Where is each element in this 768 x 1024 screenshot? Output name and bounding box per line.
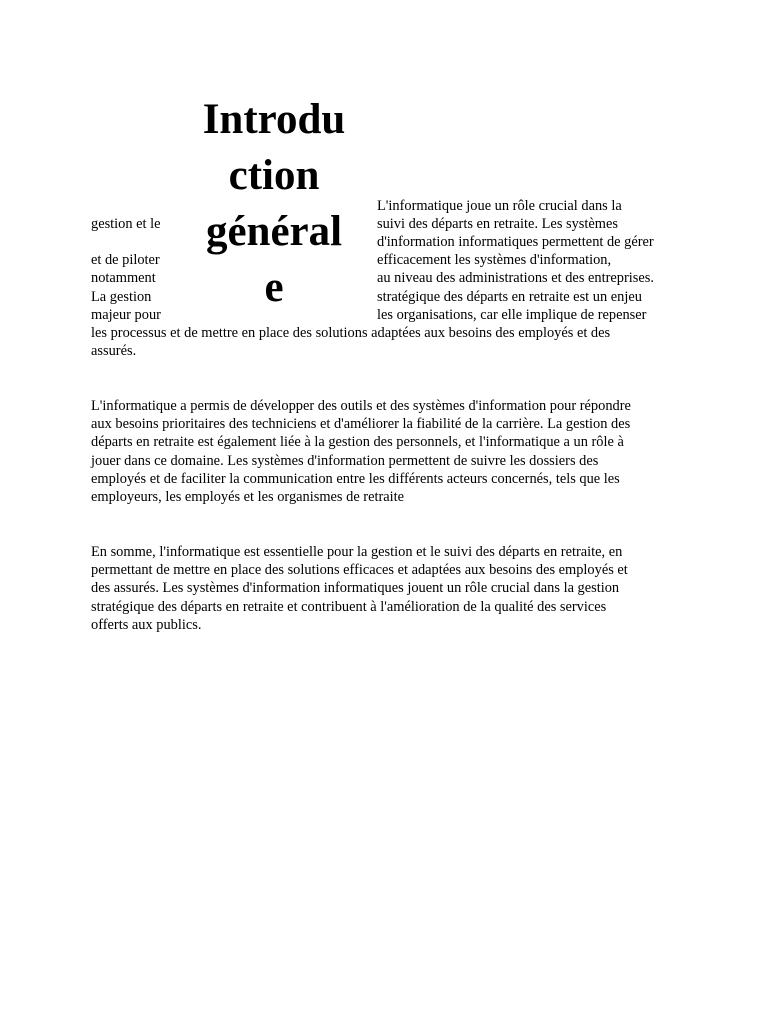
intro-right-line: les organisations, car elle implique de repenser [377, 307, 647, 323]
intro-left-line: et de piloter [91, 252, 160, 268]
intro-left-line: majeur pour [91, 307, 161, 323]
title-line: e [264, 264, 284, 311]
page-title [190, 92, 358, 316]
intro-left-line: La gestion [91, 289, 152, 305]
intro-right-line: L'informatique joue un rôle crucial dans la [377, 198, 622, 214]
paragraph-line: L'informatique a permis de développer des outils et des systèmes d'information pour répondre [91, 398, 631, 414]
intro-right-line: efficacement les systèmes d'information, [377, 252, 612, 268]
intro-right-line: suivi des départs en retraite. Les systèmes [377, 216, 618, 232]
paragraph-line: des assurés. Les systèmes d'information informatiques jouent un rôle crucial dans la gestion [91, 580, 620, 597]
title-line: ction [228, 152, 320, 199]
paragraph-2 [91, 397, 681, 506]
title-line: Introdu [202, 96, 346, 143]
paragraph-line: jouer dans ce domaine. Les systèmes d'information permettent de suivre les dossiers des [91, 452, 599, 469]
paragraph-line: employés et de faciliter la communication entre les différents acteurs concernés, tels que les [91, 470, 620, 487]
paragraph-line: offerts aux publics. [91, 616, 202, 633]
intro-right-line: au niveau des administrations et des entreprises. [377, 270, 654, 286]
paragraph-line: permettant de mettre en place des solutions efficaces et adaptées aux besoins des employés et [91, 562, 628, 579]
paragraph-line: employeurs, les employés et les organismes de retraite [91, 489, 405, 506]
intro-left-line: gestion et le [91, 216, 161, 232]
intro-left-line: notamment [91, 270, 156, 286]
intro-full-line: les processus et de mettre en place des solutions adaptées aux besoins des employés et des [91, 325, 611, 341]
paragraph-line: En somme, l'informatique est essentielle pour la gestion et le suivi des départs en retraite, en [91, 544, 623, 560]
intro-right-line: d'information informatiques permettent de gérer [377, 234, 654, 250]
paragraph-3 [91, 543, 681, 634]
title-line: général [205, 208, 343, 255]
intro-full-line: assurés. [91, 343, 137, 359]
paragraph-line: aux besoins prioritaires des techniciens et d'améliorer la fiabilité de la carrière. La gestion des [91, 416, 631, 433]
paragraph-line: stratégique des départs en retraite et contribuent à l'amélioration de la qualité des services [91, 598, 607, 615]
intro-right-line: stratégique des départs en retraite est un enjeu [377, 289, 642, 305]
paragraph-line: départs en retraite est également liée à la gestion des personnels, et l'informatique a un rôle à [91, 434, 624, 451]
